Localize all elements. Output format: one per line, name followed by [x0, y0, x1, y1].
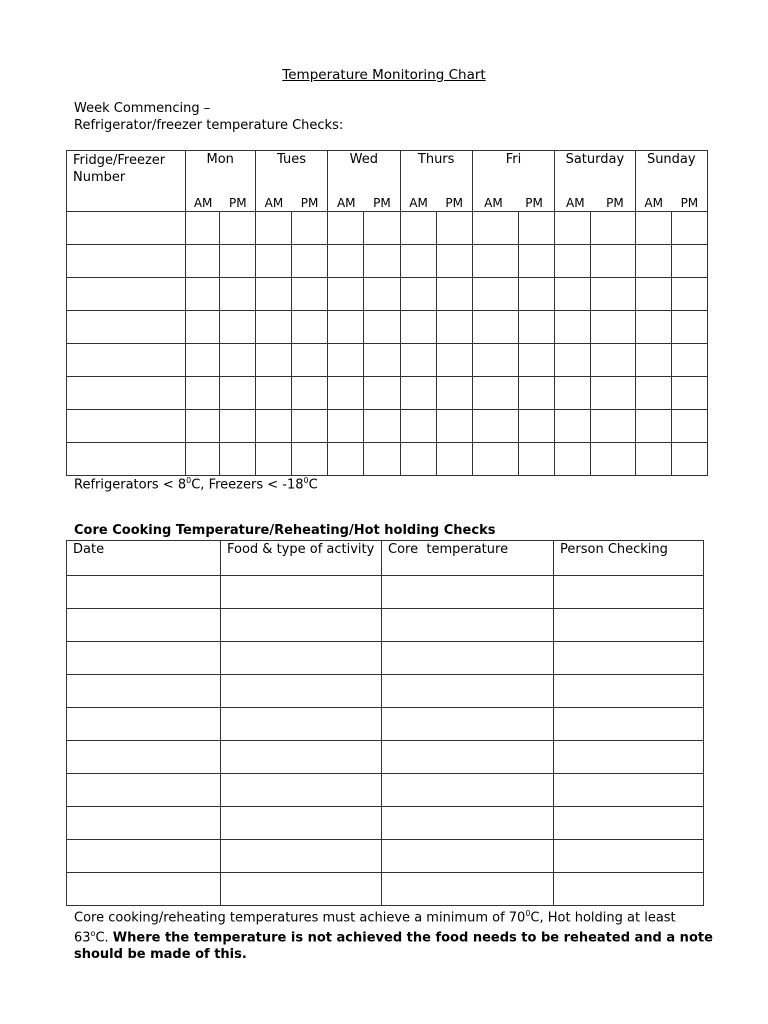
date-cell[interactable] — [67, 675, 221, 708]
temperature-cell[interactable] — [292, 410, 328, 443]
fridge-number-cell[interactable] — [67, 245, 186, 278]
temperature-cell[interactable] — [555, 311, 591, 344]
am-label: AM — [644, 196, 663, 210]
cooking-table-row — [67, 708, 704, 741]
pm-label: PM — [680, 196, 699, 210]
person-checking-header: Person Checking — [554, 541, 704, 576]
temperature-cell[interactable] — [519, 443, 555, 476]
temperature-cell[interactable] — [219, 311, 255, 344]
fridge-table-header-row — [67, 151, 708, 212]
fridge-number-header: Fridge/Freezer Number — [67, 151, 186, 212]
temperature-cell[interactable] — [292, 245, 328, 278]
day-label: Mon — [206, 152, 234, 167]
temperature-cell[interactable] — [671, 278, 707, 311]
cooking-temperature-note — [74, 906, 714, 963]
temperature-cell[interactable] — [255, 410, 291, 443]
footer-text-1: Core cooking/reheating temperatures must achieve a minimum of 70 — [74, 910, 526, 926]
core-temperature-cell[interactable] — [382, 609, 554, 642]
cooking-table-row — [67, 807, 704, 840]
temperature-cell[interactable] — [591, 245, 635, 278]
temperature-cell[interactable] — [400, 377, 436, 410]
day-header-thurs — [400, 151, 472, 212]
temperature-cell[interactable] — [591, 410, 635, 443]
temperature-cell[interactable] — [671, 245, 707, 278]
pm-label: PM — [373, 196, 391, 210]
temperature-cell[interactable] — [328, 278, 364, 311]
temperature-cell[interactable] — [472, 443, 518, 476]
cooking-table-row — [67, 642, 704, 675]
temperature-cell[interactable] — [328, 410, 364, 443]
temperature-cell[interactable] — [400, 212, 436, 245]
day-label: Saturday — [565, 152, 625, 167]
day-header-mon — [185, 151, 255, 212]
temperature-cell[interactable] — [519, 311, 555, 344]
temperature-cell[interactable] — [400, 245, 436, 278]
core-temperature-cell[interactable] — [382, 807, 554, 840]
temperature-cell[interactable] — [635, 245, 671, 278]
temperature-cell[interactable] — [185, 212, 219, 245]
temperature-cell[interactable] — [555, 245, 591, 278]
am-label: AM — [336, 196, 356, 210]
degree-superscript: 0 — [303, 476, 309, 485]
food-activity-cell[interactable] — [221, 675, 382, 708]
date-header: Date — [67, 541, 221, 576]
temperature-cell[interactable] — [328, 245, 364, 278]
am-label: AM — [264, 196, 284, 210]
temperature-cell[interactable] — [436, 410, 472, 443]
temperature-cell[interactable] — [436, 311, 472, 344]
core-temperature-cell[interactable] — [382, 642, 554, 675]
core-temperature-cell[interactable] — [382, 774, 554, 807]
day-header-sunday — [635, 151, 707, 212]
temperature-cell[interactable] — [400, 344, 436, 377]
temperature-cell[interactable] — [555, 410, 591, 443]
temperature-cell[interactable] — [255, 278, 291, 311]
temperature-cell[interactable] — [255, 443, 291, 476]
temperature-cell[interactable] — [555, 278, 591, 311]
date-cell[interactable] — [67, 741, 221, 774]
footer-text-3: C. — [95, 930, 113, 946]
temperature-cell[interactable] — [400, 311, 436, 344]
temperature-cell[interactable] — [185, 311, 219, 344]
temperature-cell[interactable] — [255, 212, 291, 245]
temperature-cell[interactable] — [219, 344, 255, 377]
temperature-cell[interactable] — [255, 311, 291, 344]
degree-superscript: o — [90, 929, 96, 939]
temperature-cell[interactable] — [292, 377, 328, 410]
day-header-saturday — [555, 151, 635, 212]
person-checking-cell[interactable] — [554, 807, 704, 840]
cooking-table-row — [67, 741, 704, 774]
temperature-cell[interactable] — [671, 344, 707, 377]
temperature-cell[interactable] — [671, 410, 707, 443]
temperature-cell[interactable] — [591, 212, 635, 245]
fridge-table-row — [67, 311, 708, 344]
core-temperature-cell[interactable] — [382, 741, 554, 774]
date-cell[interactable] — [67, 873, 221, 906]
person-checking-cell[interactable] — [554, 675, 704, 708]
core-temperature-cell[interactable] — [382, 873, 554, 906]
temperature-cell[interactable] — [555, 377, 591, 410]
temperature-cell[interactable] — [635, 311, 671, 344]
food-activity-cell[interactable] — [221, 840, 382, 873]
day-header-tues — [255, 151, 327, 212]
temperature-cell[interactable] — [472, 278, 518, 311]
food-activity-cell[interactable] — [221, 741, 382, 774]
core-temperature-cell[interactable] — [382, 708, 554, 741]
food-activity-cell[interactable] — [221, 774, 382, 807]
temperature-cell[interactable] — [255, 344, 291, 377]
day-label: Fri — [505, 152, 522, 167]
day-header-wed — [328, 151, 400, 212]
temperature-cell[interactable] — [519, 245, 555, 278]
temperature-cell[interactable] — [671, 377, 707, 410]
person-checking-cell[interactable] — [554, 642, 704, 675]
person-checking-cell[interactable] — [554, 873, 704, 906]
day-label: Thurs — [417, 152, 455, 167]
temperature-cell[interactable] — [364, 443, 400, 476]
temperature-cell[interactable] — [436, 344, 472, 377]
fridge-temperature-table — [66, 150, 708, 476]
temperature-cell[interactable] — [219, 212, 255, 245]
temperature-cell[interactable] — [219, 377, 255, 410]
date-cell[interactable] — [67, 642, 221, 675]
temperature-cell[interactable] — [185, 344, 219, 377]
day-label: Sunday — [646, 152, 696, 167]
food-activity-cell[interactable] — [221, 873, 382, 906]
fridge-table-row — [67, 212, 708, 245]
temperature-cell[interactable] — [635, 278, 671, 311]
person-checking-cell[interactable] — [554, 840, 704, 873]
fridge-number-cell[interactable] — [67, 344, 186, 377]
day-header-fri — [472, 151, 554, 212]
fridge-number-cell[interactable] — [67, 278, 186, 311]
food-activity-header: Food & type of activity — [221, 541, 382, 576]
degree-superscript: 0 — [186, 476, 192, 485]
temperature-cell[interactable] — [364, 344, 400, 377]
day-label: Tues — [277, 152, 307, 167]
person-checking-cell[interactable] — [554, 708, 704, 741]
temperature-cell[interactable] — [591, 377, 635, 410]
temperature-cell[interactable] — [555, 443, 591, 476]
temperature-cell[interactable] — [671, 212, 707, 245]
temperature-cell[interactable] — [635, 410, 671, 443]
cooking-checks-heading: Core Cooking Temperature/Reheating/Hot holding Checks — [74, 523, 496, 538]
temperature-cell[interactable] — [519, 377, 555, 410]
temperature-cell[interactable] — [519, 410, 555, 443]
temperature-cell[interactable] — [185, 278, 219, 311]
temperature-cell[interactable] — [328, 311, 364, 344]
temperature-cell[interactable] — [436, 245, 472, 278]
date-cell[interactable] — [67, 609, 221, 642]
food-activity-cell[interactable] — [221, 807, 382, 840]
temperature-cell[interactable] — [292, 311, 328, 344]
date-cell[interactable] — [67, 774, 221, 807]
pm-label: PM — [228, 196, 247, 210]
day-label: Wed — [349, 152, 379, 167]
temperature-cell[interactable] — [364, 311, 400, 344]
cooking-table-row — [67, 675, 704, 708]
temperature-cell[interactable] — [185, 245, 219, 278]
temperature-cell[interactable] — [555, 212, 591, 245]
page-title: Temperature Monitoring Chart — [282, 67, 486, 83]
fridge-number-cell[interactable] — [67, 377, 186, 410]
temperature-cell[interactable] — [255, 377, 291, 410]
temperature-cell[interactable] — [635, 344, 671, 377]
celsius-text: C — [308, 477, 318, 493]
footer-text-2: C, Hot holding at least 63 — [74, 910, 676, 946]
fridge-limit-text: Refrigerators < 8 — [74, 477, 187, 493]
temperature-cell[interactable] — [436, 212, 472, 245]
fridge-number-cell[interactable] — [67, 212, 186, 245]
temperature-cell[interactable] — [472, 245, 518, 278]
week-commencing-label: Week Commencing – — [74, 101, 211, 116]
pm-label: PM — [525, 196, 543, 210]
temperature-cell[interactable] — [185, 443, 219, 476]
core-temperature-cell[interactable] — [382, 576, 554, 609]
temperature-cell[interactable] — [328, 212, 364, 245]
fridge-number-cell[interactable] — [67, 410, 186, 443]
date-cell[interactable] — [67, 807, 221, 840]
temperature-cell[interactable] — [635, 212, 671, 245]
pm-label: PM — [300, 196, 319, 210]
food-activity-cell[interactable] — [221, 708, 382, 741]
cooking-table-row — [67, 774, 704, 807]
temperature-cell[interactable] — [219, 443, 255, 476]
temperature-cell[interactable] — [635, 377, 671, 410]
temperature-cell[interactable] — [292, 443, 328, 476]
temperature-cell[interactable] — [185, 410, 219, 443]
date-cell[interactable] — [67, 840, 221, 873]
pm-label: PM — [606, 196, 624, 210]
temperature-cell[interactable] — [185, 377, 219, 410]
fridge-table-row — [67, 443, 708, 476]
temperature-cell[interactable] — [364, 410, 400, 443]
temperature-cell[interactable] — [364, 377, 400, 410]
person-checking-cell[interactable] — [554, 609, 704, 642]
temperature-cell[interactable] — [328, 344, 364, 377]
temperature-cell[interactable] — [519, 212, 555, 245]
temperature-cell[interactable] — [591, 443, 635, 476]
temperature-cell[interactable] — [436, 377, 472, 410]
temperature-cell[interactable] — [671, 443, 707, 476]
temperature-cell[interactable] — [400, 410, 436, 443]
date-cell[interactable] — [67, 576, 221, 609]
temperature-cell[interactable] — [635, 443, 671, 476]
temperature-cell[interactable] — [328, 443, 364, 476]
temperature-cell[interactable] — [364, 212, 400, 245]
temperature-cell[interactable] — [292, 212, 328, 245]
core-temperature-cell[interactable] — [382, 675, 554, 708]
temperature-cell[interactable] — [255, 245, 291, 278]
person-checking-cell[interactable] — [554, 576, 704, 609]
fridge-table-row — [67, 377, 708, 410]
am-label: AM — [409, 196, 428, 210]
pm-label: PM — [445, 196, 464, 210]
food-activity-cell[interactable] — [221, 576, 382, 609]
temperature-cell[interactable] — [591, 344, 635, 377]
temperature-cell[interactable] — [364, 278, 400, 311]
cooking-temperature-table — [66, 540, 704, 906]
temperature-cell[interactable] — [292, 344, 328, 377]
fridge-table-row — [67, 410, 708, 443]
temperature-cell[interactable] — [292, 278, 328, 311]
temperature-cell[interactable] — [328, 377, 364, 410]
temperature-cell[interactable] — [591, 311, 635, 344]
core-temperature-header: Core temperature — [382, 541, 554, 576]
temperature-cell[interactable] — [591, 278, 635, 311]
temperature-cell[interactable] — [671, 311, 707, 344]
degree-superscript: 0 — [525, 909, 531, 918]
fridge-table-row — [67, 278, 708, 311]
fridge-number-cell[interactable] — [67, 443, 186, 476]
am-label: AM — [565, 196, 585, 210]
temperature-cell[interactable] — [555, 344, 591, 377]
temperature-cell[interactable] — [364, 245, 400, 278]
freezer-limit-text: C, Freezers < -18 — [191, 477, 304, 493]
temperature-cell[interactable] — [519, 278, 555, 311]
cooking-table-row — [67, 609, 704, 642]
temperature-cell[interactable] — [472, 344, 518, 377]
temperature-cell[interactable] — [219, 245, 255, 278]
food-activity-cell[interactable] — [221, 609, 382, 642]
fridge-temperature-note — [74, 476, 318, 492]
footer-bold-warning: Where the temperature is not achieved the food needs to be reheated and a note should be made of this. — [74, 930, 713, 962]
person-checking-cell[interactable] — [554, 741, 704, 774]
cooking-table-row — [67, 873, 704, 906]
temperature-cell[interactable] — [219, 410, 255, 443]
person-checking-cell[interactable] — [554, 774, 704, 807]
fridge-table-row — [67, 344, 708, 377]
temperature-cell[interactable] — [472, 410, 518, 443]
cooking-table-row — [67, 576, 704, 609]
core-temperature-cell[interactable] — [382, 840, 554, 873]
temperature-cell[interactable] — [219, 278, 255, 311]
am-label: AM — [193, 196, 213, 210]
fridge-number-cell[interactable] — [67, 311, 186, 344]
temperature-cell[interactable] — [400, 443, 436, 476]
temperature-cell[interactable] — [436, 278, 472, 311]
fridge-table-row — [67, 245, 708, 278]
cooking-table-header-row — [67, 541, 704, 576]
am-label: AM — [484, 196, 503, 210]
fridge-checks-heading: Refrigerator/freezer temperature Checks: — [74, 118, 344, 133]
temperature-cell[interactable] — [400, 278, 436, 311]
food-activity-cell[interactable] — [221, 642, 382, 675]
temperature-cell[interactable] — [436, 443, 472, 476]
temperature-cell[interactable] — [519, 344, 555, 377]
temperature-cell[interactable] — [472, 311, 518, 344]
cooking-table-row — [67, 840, 704, 873]
temperature-cell[interactable] — [472, 377, 518, 410]
temperature-cell[interactable] — [472, 212, 518, 245]
date-cell[interactable] — [67, 708, 221, 741]
